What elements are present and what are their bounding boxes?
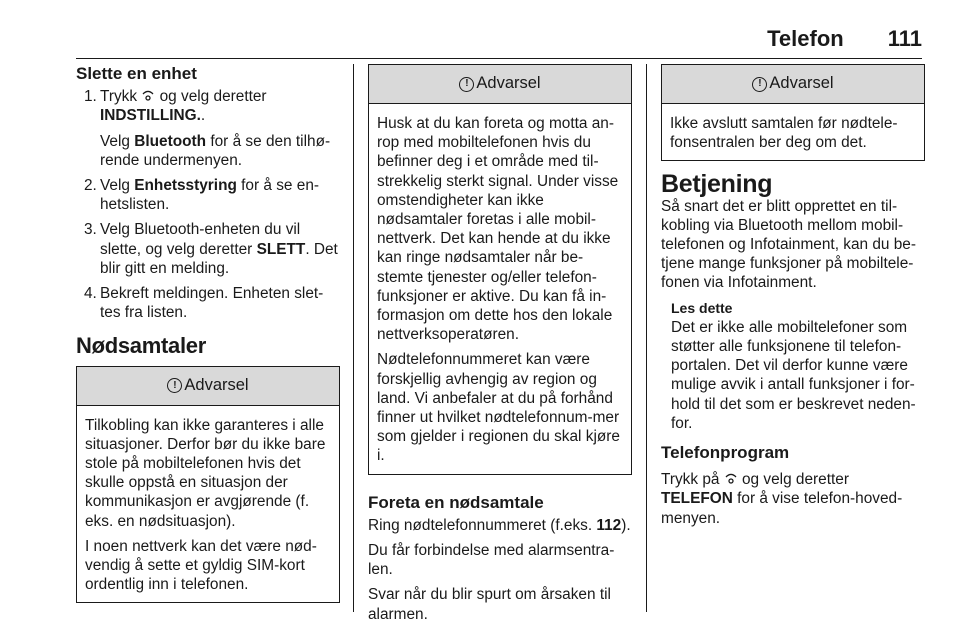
- list-item: 1. Trykk og velg deretter INDSTILLING.. Velg Bluetooth for å se den tilhø-rende undermenyen.: [84, 88, 331, 169]
- paragraph: Ring nødtelefonnummeret (f.eks. 112).: [368, 516, 631, 534]
- warning-body: Tilkobling kan ikke garanteres i alle situasjoner. Derfor bør du ikke bare stole på mobiltelefonen hvis det skulle oppstå en situasjon der kommunikasjon er avgjørende (f. eks. en nødsituasjon). I noen nettverk kan det være nød-vendig å sette et gyldig SIM-kort ordentlig inn i telefonen.: [85, 416, 326, 594]
- warning-box: [661, 64, 925, 161]
- section-heading: Foreta en nødsamtale: [368, 492, 544, 512]
- warning-icon: !: [752, 77, 767, 92]
- header-rule: [76, 58, 922, 59]
- list-item: 2. Velg Enhetsstyring for å se en-hetslisten.: [84, 177, 320, 214]
- warning-box: [76, 366, 340, 604]
- note-title: Les dette: [671, 299, 733, 316]
- column-divider: [646, 64, 647, 612]
- section-title: Telefon: [767, 26, 844, 51]
- section-heading: Nødsamtaler: [76, 333, 206, 359]
- column-1: [76, 64, 340, 603]
- home-icon: [724, 472, 738, 486]
- warning-icon: !: [167, 378, 182, 393]
- list-item: 3. Velg Bluetooth-enheten du vil slette, og velg deretter SLETT. Det blir gitt en melding.: [84, 221, 338, 277]
- section-heading: Slette en enhet: [76, 64, 197, 83]
- page-number: 111: [887, 26, 922, 51]
- warning-header: ! Advarsel: [662, 65, 924, 104]
- column-divider: [353, 64, 354, 612]
- warning-header: ! Advarsel: [369, 65, 631, 104]
- paragraph: Så snart det er blitt opprettet en til-kobling via Bluetooth mellom mobil-telefonen og Infotainment, kan du be-tjene mange funksjoner på mobiltele-fonen via Infotainment.: [661, 197, 916, 292]
- home-icon: [141, 89, 155, 103]
- section-heading: Betjening: [661, 170, 773, 199]
- note-text: Det er ikke alle mobiltelefoner som støtter alle funksjonene til telefon-portalen. Det vil derfor kunne være mulige avvik i antall funksjoner i for-hold til det som er beskrevet neden-for.: [671, 318, 916, 432]
- list-item: 4. Bekreft meldingen. Enheten slet-tes fra listen.: [84, 285, 324, 322]
- warning-body: Ikke avslutt samtalen før nødtele-fonsentralen ber deg om det.: [670, 115, 898, 152]
- paragraph: Svar når du blir spurt om årsaken til alarmen.: [368, 586, 611, 623]
- steps-list: [76, 87, 340, 322]
- paragraph: Du får forbindelse med alarmsentra-len.: [368, 542, 615, 579]
- paragraph: Trykk på og velg deretter TELEFON for å vise telefon-hoved-menyen.: [661, 471, 903, 527]
- warning-box: [368, 64, 632, 475]
- page-header: [767, 26, 922, 52]
- note-box: [661, 299, 925, 433]
- warning-icon: !: [459, 77, 474, 92]
- column-3: [661, 64, 925, 534]
- warning-header: ! Advarsel: [77, 367, 339, 406]
- warning-body: Husk at du kan foreta og motta an-rop med mobiltelefonen hvis du befinner deg i et område med til-strekkelig sterkt signal. Under visse omstendigheter kan ikke nødsamtaler foretas i alle mobil-nettverk. Det kan hende at du ikke kan ringe nødsamtaler når be-stemte tjenester og/eller telefon-funksjoner er aktive. Du kan få in-formasjon om dette hos den lokale nettverksoperatøren. Nødtelefonnummeret kan være forskjellig avhengig av region og land. Vi anbefaler at du på forhånd finner ut hvilket nødtelefonnum-mer som gjelder i regionen du skal kjøre i.: [377, 115, 620, 465]
- column-2: [368, 64, 632, 630]
- section-heading: Telefonprogram: [661, 443, 790, 463]
